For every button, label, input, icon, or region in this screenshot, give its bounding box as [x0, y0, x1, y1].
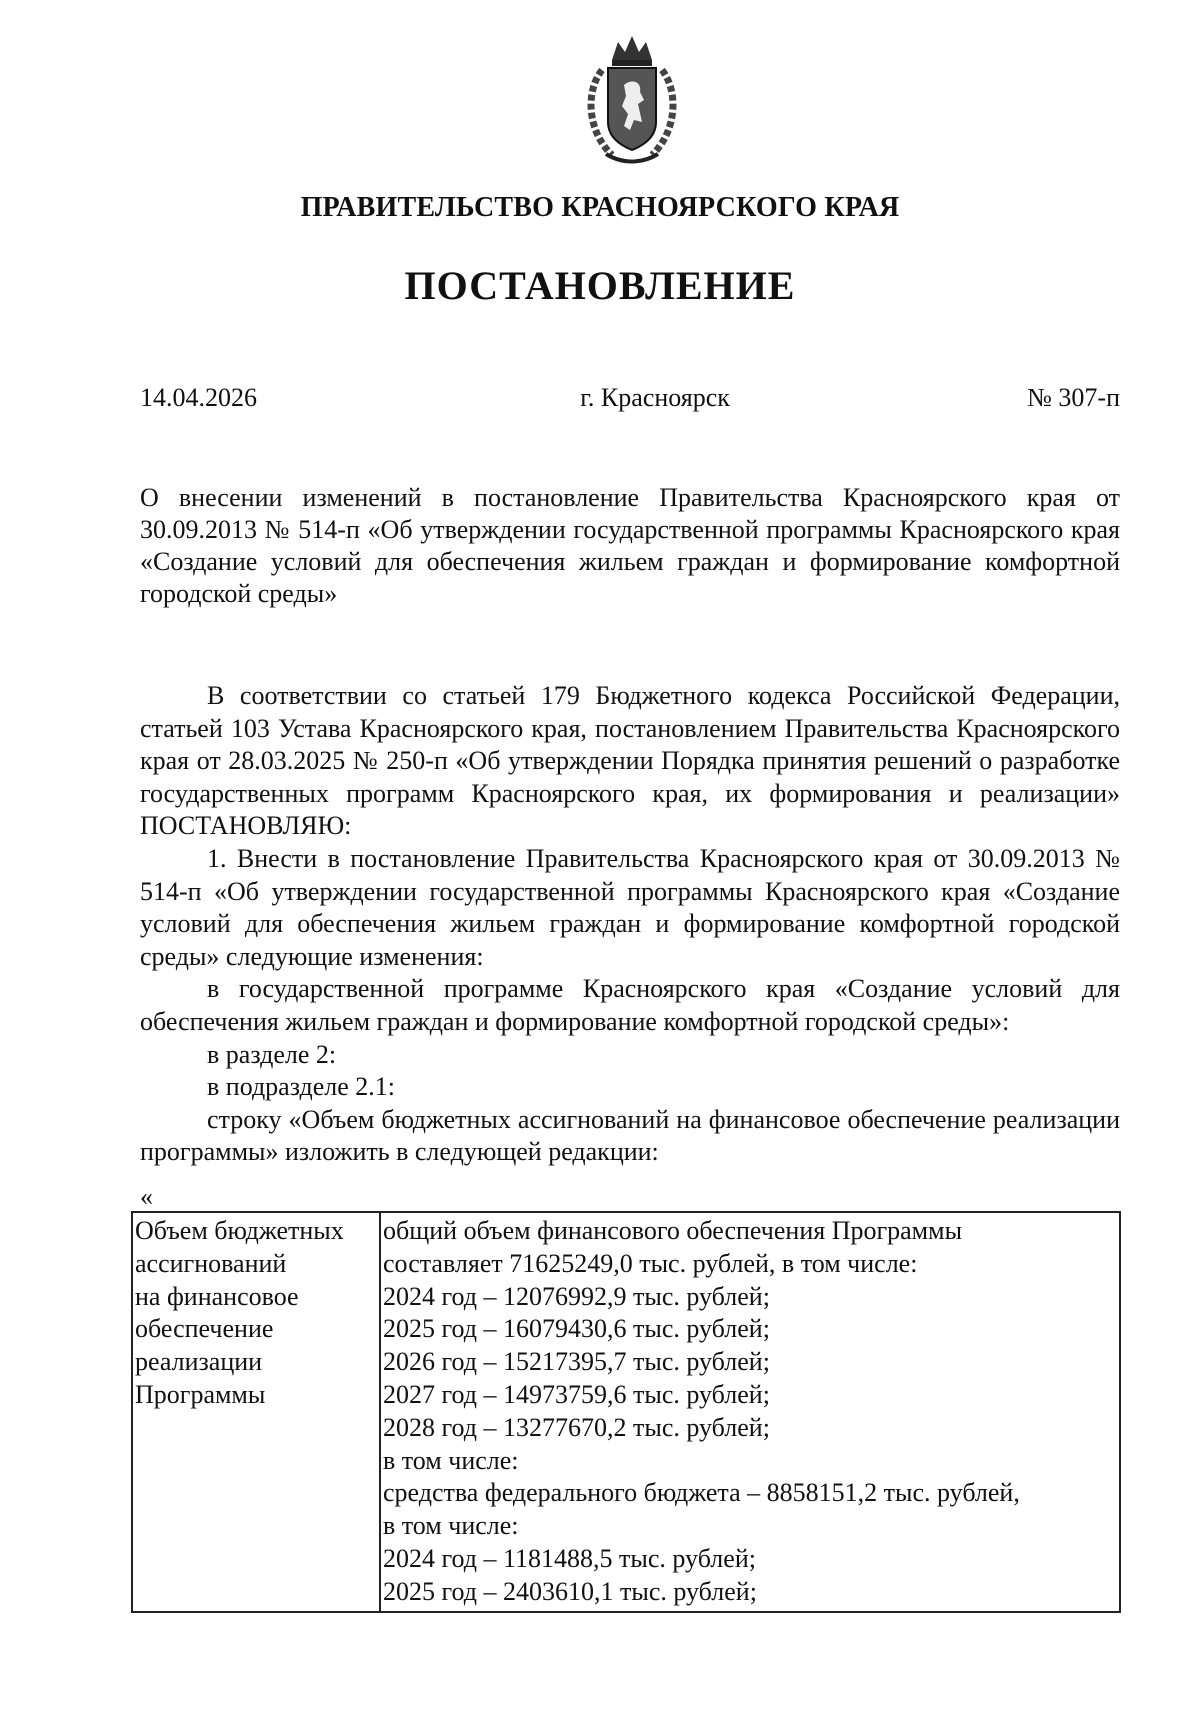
body-paragraph: В соответствии со статьей 179 Бюджетного кодекса Российской Федерации, статьей 103 Устава Красноярского края, постановлением Правительства Красноярского края от 28.03.2025 № 250-п «Об утверждении Порядка принятия решений о разработке государственных программ Красноярского края, их формирования и реализации» ПОСТАНОВЛЯЮ:: [140, 681, 1120, 841]
value-line: общий объем финансового обеспечения Программы: [383, 1216, 963, 1245]
value-line: 2025 год – 16079430,6 тыс. рублей;: [383, 1314, 770, 1344]
table-label-cell: [132, 1212, 380, 1612]
body-paragraph: в подразделе 2.1:: [207, 1072, 396, 1102]
label-line: реализации: [135, 1347, 263, 1377]
value-line: 2026 год – 15217395,7 тыс. рублей;: [383, 1347, 770, 1377]
document-place: г. Красноярск: [580, 383, 730, 412]
value-line: 2027 год – 14973759,6 тыс. рублей;: [383, 1379, 770, 1409]
organization-title: ПРАВИТЕЛЬСТВО КРАСНОЯРСКОГО КРАЯ: [300, 192, 900, 223]
value-line: 2028 год – 13277670,2 тыс. рублей;: [383, 1412, 770, 1442]
document-meta-row: [140, 383, 1120, 413]
value-line: составляет 71625249,0 тыс. рублей, в том числе:: [383, 1248, 918, 1278]
body-paragraph: в государственной программе Красноярского края «Создание условий для обеспечения жильем граждан и формирование комфортной городской среды»:: [140, 974, 1120, 1036]
value-line: 2025 год – 2403610,1 тыс. рублей;: [383, 1576, 757, 1606]
label-line: обеспечение: [135, 1314, 274, 1344]
body-paragraph: строку «Объем бюджетных ассигнований на финансовое обеспечение реализации программы» изложить в следующей редакции:: [140, 1104, 1120, 1167]
document-subject: О внесении изменений в постановление Правительства Красноярского края от 30.09.2013 № 514-п «Об утверждении государственной программы Красноярского края «Создание условий для обеспечения жильем граждан и формирование комфортной городской среды»: [140, 483, 1120, 608]
document-type-heading: ПОСТАНОВЛЕНИЕ: [404, 263, 796, 308]
value-line: в том числе:: [383, 1511, 519, 1541]
table-row: [132, 1212, 1120, 1612]
body-paragraph: в разделе 2:: [207, 1039, 337, 1069]
document-body: [140, 680, 1120, 1169]
value-line: средства федерального бюджета – 8858151,2 тыс. рублей,: [383, 1478, 1020, 1508]
program-funding-table: [131, 1211, 1121, 1613]
crown-band: [612, 60, 652, 66]
crown-shape: [612, 36, 652, 60]
coat-of-arms-svg: [572, 30, 692, 170]
ribbon: [606, 154, 658, 162]
label-line: на финансовое: [135, 1281, 299, 1311]
label-line: Программы: [135, 1379, 266, 1409]
value-line: 2024 год – 12076992,9 тыс. рублей;: [383, 1281, 770, 1311]
coat-of-arms-icon: [572, 30, 692, 170]
table-value-cell: [380, 1212, 1120, 1612]
label-line: ассигнований: [135, 1248, 287, 1278]
body-paragraph: 1. Внести в постановление Правительства Красноярского края от 30.09.2013 № 514-п «Об утверждении государственной программы Красноярского края «Создание условий для обеспечения жильем граждан и формирование комфортной городской среды» следующие изменения:: [140, 843, 1120, 971]
document-number: № 307-п: [1027, 383, 1120, 412]
label-line: Объем бюджетных: [135, 1216, 344, 1245]
value-line: в том числе:: [383, 1445, 519, 1475]
value-line: 2024 год – 1181488,5 тыс. рублей;: [383, 1543, 756, 1573]
opening-quote-mark: «: [140, 1182, 153, 1211]
document-date: 14.04.2026: [140, 383, 257, 412]
